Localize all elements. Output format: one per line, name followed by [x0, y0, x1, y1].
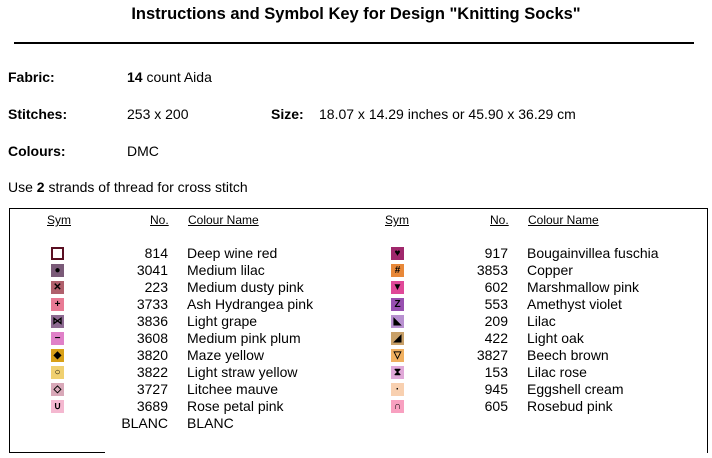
- color-symbol-icon: ▽: [391, 349, 404, 362]
- color-symbol-icon: ▼: [392, 281, 403, 293]
- strands-instruction: [8, 179, 248, 195]
- color-symbol-icon: ∪: [51, 400, 64, 413]
- colour-name: Rosebud pink: [527, 398, 613, 414]
- table-row: [350, 245, 690, 262]
- header-sym-left: Sym: [47, 213, 71, 227]
- colour-name: Copper: [527, 262, 573, 278]
- stitches-row: [8, 106, 189, 122]
- colour-name: Amethyst violet: [527, 296, 622, 312]
- dmc-number: 3853: [476, 262, 508, 278]
- table-row: [350, 330, 690, 347]
- color-symbol-icon: ·: [391, 383, 404, 396]
- table-row: [10, 398, 350, 415]
- colour-name: Rose petal pink: [187, 398, 284, 414]
- color-symbol-icon: ♥: [391, 247, 404, 260]
- colour-name: Maze yellow: [187, 347, 265, 363]
- dmc-number: 3689: [136, 398, 168, 414]
- color-symbol-icon: −: [51, 332, 64, 345]
- strands-pre: Use: [8, 179, 37, 195]
- dmc-number: 209: [484, 313, 508, 329]
- colour-name: Light straw yellow: [187, 364, 298, 380]
- colour-name: Medium pink plum: [187, 330, 301, 346]
- dmc-number: 3608: [136, 330, 168, 346]
- strands-post: strands of thread for cross stitch: [44, 179, 248, 195]
- table-row: [10, 415, 350, 432]
- table-row: [350, 279, 690, 296]
- size-value: 18.07 x 14.29 inches or 45.90 x 36.29 cm: [319, 106, 576, 122]
- fabric-row: [8, 69, 212, 85]
- colour-name: Deep wine red: [187, 245, 278, 261]
- table-row: [10, 313, 350, 330]
- header-name-right: Colour Name: [528, 213, 599, 227]
- table-row: [10, 245, 350, 262]
- color-symbol-icon: ◢: [391, 332, 404, 345]
- size-label: Size:: [271, 106, 304, 122]
- colour-name: Bougainvillea fuschia: [527, 245, 659, 261]
- dmc-number: 945: [484, 381, 508, 397]
- colours-value: DMC: [127, 143, 159, 159]
- dmc-number: 3820: [136, 347, 168, 363]
- color-symbol-icon: ✕: [51, 281, 64, 294]
- dmc-number: 3041: [136, 262, 168, 278]
- stitches-label: Stitches:: [8, 106, 68, 122]
- table-row: [350, 296, 690, 313]
- color-symbol-icon: ◇: [51, 383, 64, 396]
- colour-name: Medium lilac: [187, 262, 265, 278]
- table-row: [350, 262, 690, 279]
- table-row: [350, 381, 690, 398]
- colour-name: Lilac: [527, 313, 556, 329]
- dmc-number: 3836: [136, 313, 168, 329]
- table-row: [10, 330, 350, 347]
- table-row: [10, 381, 350, 398]
- color-symbol-icon: Z: [391, 298, 404, 311]
- color-symbol-icon: ∩: [391, 400, 404, 413]
- colours-label: Colours:: [8, 143, 66, 159]
- header-no-right: No.: [490, 213, 509, 227]
- color-symbol-icon: ●: [51, 264, 64, 277]
- dmc-number: 605: [484, 398, 508, 414]
- color-symbol-icon: [51, 417, 64, 430]
- color-symbol-icon: ◆: [51, 349, 64, 362]
- color-symbol-icon: +: [51, 298, 64, 311]
- dmc-number: 422: [484, 330, 508, 346]
- color-symbol-icon: ○: [51, 366, 64, 379]
- color-symbol-icon: #: [391, 264, 404, 277]
- dmc-number: 223: [144, 279, 168, 295]
- dmc-number: 3827: [476, 347, 508, 363]
- colour-name: Light grape: [187, 313, 258, 329]
- colour-name: Beech brown: [527, 347, 609, 363]
- table-row: [350, 313, 690, 330]
- color-symbol-icon: ⋈: [52, 315, 63, 327]
- strands-count: 2: [36, 179, 45, 195]
- dmc-number: 553: [484, 296, 508, 312]
- stitches-value: 253 x 200: [127, 106, 189, 122]
- table-bottom-line: [10, 452, 105, 453]
- colour-name: Medium dusty pink: [187, 279, 304, 295]
- header-sym-right: Sym: [385, 213, 409, 227]
- color-symbol-icon: ⧗: [391, 366, 404, 379]
- table-row: [350, 364, 690, 381]
- dmc-number: 814: [144, 245, 168, 261]
- dmc-number: 3733: [136, 296, 168, 312]
- fabric-unit: count Aida: [142, 69, 212, 85]
- colour-name: Light oak: [527, 330, 584, 346]
- colour-name: Marshmallow pink: [527, 279, 640, 295]
- title-underline: [14, 42, 694, 44]
- color-symbol-icon: ◣: [391, 315, 404, 328]
- colour-name: Lilac rose: [527, 364, 587, 380]
- table-row: [10, 262, 350, 279]
- size-row: [271, 106, 576, 122]
- header-no-left: No.: [150, 213, 169, 227]
- table-row: [10, 364, 350, 381]
- colour-name: Litchee mauve: [187, 381, 279, 397]
- dmc-number: 3727: [136, 381, 168, 397]
- fabric-label: Fabric:: [8, 69, 55, 85]
- fabric-value: [127, 69, 212, 85]
- table-row: [350, 398, 690, 415]
- table-row: [10, 296, 350, 313]
- color-symbol-icon: [51, 247, 64, 260]
- colours-row: [8, 143, 159, 159]
- colour-name: Ash Hydrangea pink: [187, 296, 314, 312]
- colour-name: Eggshell cream: [527, 381, 624, 397]
- fabric-count: 14: [127, 69, 143, 85]
- dmc-number: 153: [484, 364, 508, 380]
- table-row: [10, 347, 350, 364]
- table-row: [350, 347, 690, 364]
- dmc-number: 917: [484, 245, 508, 261]
- header-name-left: Colour Name: [188, 213, 259, 227]
- table-row: [10, 279, 350, 296]
- dmc-number: 3822: [136, 364, 168, 380]
- dmc-number: BLANC: [121, 415, 168, 431]
- dmc-number: 602: [484, 279, 508, 295]
- page-title: Instructions and Symbol Key for Design "Knitting Socks": [131, 5, 581, 23]
- colour-name: BLANC: [187, 415, 234, 431]
- symbol-key-table: [9, 208, 708, 453]
